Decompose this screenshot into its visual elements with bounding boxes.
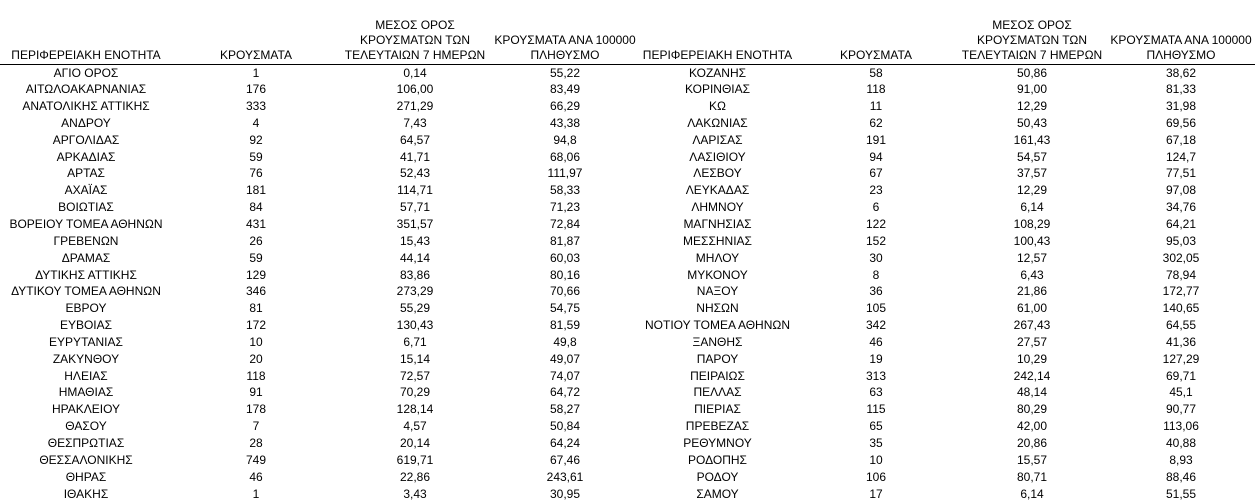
avg7-cell: 100,43: [1013, 233, 1051, 248]
avg7-cell: 3,43: [403, 486, 427, 501]
region-cell: ΡΕΘΥΜΝΟΥ: [683, 435, 752, 450]
table-row: [0, 300, 640, 317]
avg7-cell: 54,57: [1016, 149, 1048, 164]
table-row: [0, 317, 640, 334]
table-row: [0, 435, 640, 452]
per100k-cell: 71,23: [549, 200, 581, 215]
table-row: [640, 451, 1255, 468]
header-region: ΠΕΡΙΦΕΡΕΙΑΚΗ ΕΝΟΤΗΤΑ: [0, 0, 172, 64]
header-region: ΠΕΡΙΦΕΡΕΙΑΚΗ ΕΝΟΤΗΤΑ: [640, 0, 795, 64]
avg7-cell: 6,43: [1020, 267, 1044, 282]
region-cell: ΘΑΣΟΥ: [65, 419, 107, 434]
per100k-cell: 70,66: [549, 284, 581, 299]
region-cell: ΘΕΣΠΡΩΤΙΑΣ: [47, 435, 125, 450]
region-cell: ΝΗΣΩΝ: [696, 301, 739, 316]
avg7-cell: 6,71: [403, 334, 427, 349]
region-cell: ΝΑΞΟΥ: [696, 284, 739, 299]
header-row: [640, 0, 1255, 64]
per100k-cell: 78,94: [1165, 267, 1197, 282]
table-row: [0, 266, 640, 283]
cases-cell: 46: [249, 469, 263, 484]
cases-cell: 91: [249, 385, 263, 400]
table-row: [640, 485, 1255, 502]
cases-cell: 84: [249, 200, 263, 215]
avg7-cell: 52,43: [399, 166, 431, 181]
table-row: [0, 468, 640, 485]
cases-cell: 346: [245, 284, 267, 299]
per100k-cell: 40,88: [1165, 435, 1197, 450]
table-row: [640, 216, 1255, 233]
avg7-cell: 61,00: [1016, 301, 1048, 316]
per100k-cell: 49,07: [549, 351, 581, 366]
header-row: [0, 0, 640, 64]
region-cell: ΛΗΜΝΟΥ: [691, 200, 744, 215]
avg7-cell: 619,71: [396, 452, 434, 467]
per100k-cell: 67,18: [1165, 132, 1197, 147]
table-row: [640, 232, 1255, 249]
per100k-cell: 64,55: [1165, 318, 1197, 333]
region-cell: ΠΡΕΒΕΖΑΣ: [685, 419, 750, 434]
cases-cell: 118: [246, 368, 266, 383]
table-row: [0, 216, 640, 233]
per100k-cell: 31,98: [1165, 99, 1197, 114]
per100k-cell: 51,55: [1165, 486, 1197, 501]
per100k-cell: 113,06: [1163, 419, 1199, 434]
region-cell: ΠΙΕΡΙΑΣ: [694, 402, 741, 417]
region-cell: ΛΑΡΙΣΑΣ: [692, 132, 743, 147]
table-row: [0, 81, 640, 98]
per100k-cell: 60,03: [549, 250, 581, 265]
region-cell: ΚΩ: [709, 99, 726, 114]
table-row: [640, 401, 1255, 418]
region-cell: ΠΑΡΟΥ: [696, 351, 739, 366]
per100k-cell: 69,56: [1165, 115, 1197, 130]
cases-cell: 105: [865, 301, 887, 316]
table-row: [0, 64, 640, 81]
table-row: [640, 367, 1255, 384]
cases-cell: 749: [245, 452, 267, 467]
region-cell: ΕΥΒΟΙΑΣ: [59, 318, 113, 333]
cases-cell: 58: [869, 65, 883, 80]
per100k-cell: 69,71: [1165, 368, 1197, 383]
region-cell: ΓΡΕΒΕΝΩΝ: [53, 233, 119, 248]
avg7-cell: 128,14: [396, 402, 434, 417]
per100k-cell: 8,93: [1169, 452, 1193, 467]
cases-cell: 23: [869, 183, 883, 198]
region-cell: ΑΝΔΡΟΥ: [61, 115, 111, 130]
per100k-cell: 81,87: [549, 233, 581, 248]
cases-cell: 7: [252, 419, 260, 434]
region-cell: ΝΟΤΙΟΥ ΤΟΜΕΑ ΑΘΗΝΩΝ: [644, 318, 791, 333]
per100k-cell: 140,65: [1162, 301, 1200, 316]
avg7-cell: 4,57: [403, 419, 427, 434]
per100k-cell: 81,59: [549, 318, 581, 333]
avg7-cell: 64,57: [399, 132, 431, 147]
per100k-cell: 127,29: [1162, 351, 1200, 366]
region-cell: ΑΓΙΟ ΟΡΟΣ: [53, 65, 119, 80]
per100k-cell: 77,51: [1165, 166, 1197, 181]
avg7-cell: 80,71: [1016, 469, 1048, 484]
avg7-cell: 6,14: [1020, 486, 1044, 501]
cases-cell: 59: [249, 149, 263, 164]
cases-cell: 115: [866, 402, 886, 417]
avg7-cell: 48,14: [1016, 385, 1048, 400]
regions-table-right: [640, 0, 1255, 502]
cases-cell: 28: [249, 435, 263, 450]
region-cell: ΜΗΛΟΥ: [695, 250, 740, 265]
per100k-cell: 58,27: [549, 402, 581, 417]
avg7-cell: 55,29: [399, 301, 431, 316]
table-row: [0, 350, 640, 367]
table-row: [640, 64, 1255, 81]
header-cases: ΚΡΟΥΣΜΑΤΑ: [795, 0, 957, 64]
table-row: [640, 115, 1255, 132]
table-row: [640, 384, 1255, 401]
cases-cell: 63: [869, 385, 883, 400]
table-row: [640, 300, 1255, 317]
avg7-cell: 70,29: [399, 385, 431, 400]
region-cell: ΕΥΡΥΤΑΝΙΑΣ: [49, 334, 123, 349]
table-row: [640, 249, 1255, 266]
cases-cell: 178: [245, 402, 267, 417]
cases-cell: 81: [249, 301, 263, 316]
per100k-cell: 95,03: [1165, 233, 1197, 248]
per100k-cell: 90,77: [1165, 402, 1197, 417]
cases-cell: 122: [865, 217, 887, 232]
table-row: [0, 182, 640, 199]
per100k-cell: 30,95: [549, 486, 581, 501]
region-cell: ΑΡΤΑΣ: [67, 166, 105, 181]
avg7-cell: 10,29: [1016, 351, 1048, 366]
avg7-cell: 114,71: [397, 183, 433, 198]
avg7-cell: 15,14: [399, 351, 431, 366]
header-cases: ΚΡΟΥΣΜΑΤΑ: [172, 0, 340, 64]
avg7-cell: 130,43: [396, 318, 434, 333]
region-cell: ΒΟΡΕΙΟΥ ΤΟΜΕΑ ΑΘΗΝΩΝ: [9, 217, 163, 232]
region-cell: ΚΟΖΑΝΗΣ: [688, 65, 747, 80]
region-cell: ΠΕΙΡΑΙΩΣ: [690, 368, 745, 383]
avg7-cell: 161,43: [1013, 132, 1051, 147]
avg7-cell: 72,57: [399, 368, 431, 383]
cases-cell: 118: [866, 82, 886, 97]
region-cell: ΜΥΚΟΝΟΥ: [687, 267, 748, 282]
region-cell: ΡΟΔΟΠΗΣ: [688, 452, 747, 467]
per100k-cell: 88,46: [1165, 469, 1197, 484]
table-row: [640, 81, 1255, 98]
cases-cell: 46: [869, 334, 883, 349]
region-cell: ΛΑΚΩΝΙΑΣ: [687, 115, 748, 130]
per100k-cell: 243,61: [546, 469, 584, 484]
per100k-cell: 55,22: [549, 65, 581, 80]
avg7-cell: 12,29: [1016, 99, 1048, 114]
table-row: [0, 148, 640, 165]
region-cell: ΛΕΥΚΑΔΑΣ: [685, 183, 750, 198]
per100k-cell: 38,62: [1165, 65, 1197, 80]
table-row: [640, 131, 1255, 148]
per100k-cell: 64,21: [1165, 217, 1197, 232]
avg7-cell: 44,14: [399, 250, 431, 265]
region-cell: ΑΝΑΤΟΛΙΚΗΣ ΑΤΤΙΚΗΣ: [22, 99, 150, 114]
cases-cell: 106: [865, 469, 887, 484]
table-row: [0, 401, 640, 418]
region-cell: ΑΡΓΟΛΙΔΑΣ: [52, 132, 120, 147]
per100k-cell: 124,7: [1165, 149, 1197, 164]
region-cell: ΛΕΣΒΟΥ: [693, 166, 742, 181]
table-row: [640, 435, 1255, 452]
cases-cell: 10: [249, 334, 263, 349]
cases-cell: 129: [245, 267, 267, 282]
cases-cell: 6: [872, 200, 880, 215]
cases-cell: 176: [245, 82, 267, 97]
table-row: [0, 115, 640, 132]
region-cell: ΛΑΣΙΘΙΟΥ: [689, 149, 746, 164]
table-row: [0, 367, 640, 384]
per100k-cell: 83,49: [549, 82, 581, 97]
avg7-cell: 15,43: [399, 233, 431, 248]
table-row: [0, 165, 640, 182]
header-per100k: ΚΡΟΥΣΜΑΤΑ ΑΝΑ 100000 ΠΛΗΘΥΣΜΟ: [490, 0, 640, 64]
per100k-cell: 66,29: [549, 99, 581, 114]
avg7-cell: 27,57: [1016, 334, 1048, 349]
avg7-cell: 7,43: [403, 115, 427, 130]
table-row: [640, 148, 1255, 165]
per100k-cell: 97,08: [1165, 183, 1197, 198]
cases-cell: 10: [869, 452, 883, 467]
region-cell: ΘΕΣΣΑΛΟΝΙΚΗΣ: [39, 452, 133, 467]
table-row: [0, 232, 640, 249]
region-cell: ΠΕΛΛΑΣ: [693, 385, 742, 400]
cases-cell: 19: [869, 351, 883, 366]
table-row: [640, 165, 1255, 182]
per100k-cell: 64,72: [549, 385, 581, 400]
table-row: [640, 266, 1255, 283]
avg7-cell: 108,29: [1013, 217, 1051, 232]
per100k-cell: 58,33: [549, 183, 581, 198]
avg7-cell: 21,86: [1016, 284, 1048, 299]
avg7-cell: 50,43: [1016, 115, 1048, 130]
cases-cell: 333: [245, 99, 267, 114]
avg7-cell: 351,57: [396, 217, 434, 232]
region-cell: ΙΘΑΚΗΣ: [63, 486, 109, 501]
cases-cell: 65: [869, 419, 883, 434]
table-row: [0, 418, 640, 435]
avg7-cell: 42,00: [1016, 419, 1048, 434]
region-cell: ΔΥΤΙΚΗΣ ΑΤΤΙΚΗΣ: [35, 267, 137, 282]
header-per100k: ΚΡΟΥΣΜΑΤΑ ΑΝΑ 100000 ΠΛΗΘΥΣΜΟ: [1107, 0, 1255, 64]
per100k-cell: 45,1: [1169, 385, 1193, 400]
region-cell: ΕΒΡΟΥ: [65, 301, 107, 316]
avg7-cell: 0,14: [403, 65, 427, 80]
per100k-cell: 74,07: [549, 368, 581, 383]
table-row: [0, 199, 640, 216]
avg7-cell: 41,71: [399, 149, 431, 164]
region-cell: ΗΡΑΚΛΕΙΟΥ: [51, 402, 121, 417]
per100k-cell: 111,97: [547, 166, 583, 181]
region-cell: ΜΑΓΝΗΣΙΑΣ: [683, 217, 752, 232]
avg7-cell: 271,29: [396, 99, 434, 114]
per100k-cell: 81,33: [1165, 82, 1197, 97]
table-row: [640, 317, 1255, 334]
per100k-cell: 50,84: [549, 419, 581, 434]
per100k-cell: 94,8: [553, 132, 577, 147]
region-cell: ΣΑΜΟΥ: [696, 486, 739, 501]
table-row: [0, 283, 640, 300]
avg7-cell: 80,29: [1016, 402, 1048, 417]
cases-cell: 11: [869, 99, 883, 114]
table-row: [0, 485, 640, 502]
region-cell: ΖΑΚΥΝΘΟΥ: [52, 351, 120, 366]
cases-cell: 313: [865, 368, 887, 383]
cases-cell: 62: [869, 115, 883, 130]
table-row: [640, 350, 1255, 367]
cases-cell: 94: [869, 149, 883, 164]
per100k-cell: 172,77: [1162, 284, 1200, 299]
avg7-cell: 22,86: [399, 469, 431, 484]
table-row: [0, 334, 640, 351]
avg7-cell: 20,86: [1016, 435, 1048, 450]
cases-cell: 4: [252, 115, 260, 130]
avg7-cell: 12,29: [1016, 183, 1048, 198]
avg7-cell: 6,14: [1020, 200, 1044, 215]
region-cell: ΔΡΑΜΑΣ: [61, 250, 111, 265]
cases-cell: 152: [865, 233, 887, 248]
cases-cell: 1: [252, 486, 260, 501]
per100k-cell: 49,8: [553, 334, 577, 349]
per100k-cell: 72,84: [549, 217, 581, 232]
avg7-cell: 273,29: [396, 284, 434, 299]
region-cell: ΑΡΚΑΔΙΑΣ: [56, 149, 116, 164]
cases-cell: 172: [245, 318, 267, 333]
table-row: [0, 451, 640, 468]
region-cell: ΗΛΕΙΑΣ: [64, 368, 108, 383]
per100k-cell: 41,36: [1165, 334, 1197, 349]
table-row: [0, 131, 640, 148]
avg7-cell: 20,14: [399, 435, 431, 450]
table-row: [640, 182, 1255, 199]
avg7-cell: 242,14: [1013, 368, 1051, 383]
avg7-cell: 12,57: [1016, 250, 1048, 265]
per100k-cell: 302,05: [1162, 250, 1200, 265]
cases-cell: 26: [249, 233, 263, 248]
table-row: [640, 468, 1255, 485]
region-cell: ΚΟΡΙΝΘΙΑΣ: [684, 82, 751, 97]
table-row: [640, 199, 1255, 216]
per100k-cell: 54,75: [549, 301, 581, 316]
cases-cell: 30: [869, 250, 883, 265]
cases-cell: 431: [245, 217, 267, 232]
table-row: [640, 98, 1255, 115]
cases-cell: 67: [869, 166, 883, 181]
cases-cell: 181: [245, 183, 267, 198]
per100k-cell: 80,16: [549, 267, 581, 282]
avg7-cell: 57,71: [399, 200, 431, 215]
region-cell: ΞΑΝΘΗΣ: [692, 334, 743, 349]
cases-cell: 17: [869, 486, 883, 501]
cases-cell: 191: [865, 132, 887, 147]
table-row: [640, 334, 1255, 351]
header-avg7: ΜΕΣΟΣ ΟΡΟΣ ΚΡΟΥΣΜΑΤΩΝ ΤΩΝ ΤΕΛΕΥΤΑΙΩΝ 7 ΗΜΕΡΩΝ: [340, 0, 490, 64]
table-row: [0, 384, 640, 401]
avg7-cell: 83,86: [399, 267, 431, 282]
avg7-cell: 106,00: [396, 82, 434, 97]
region-cell: ΗΜΑΘΙΑΣ: [58, 385, 114, 400]
avg7-cell: 50,86: [1016, 65, 1048, 80]
header-avg7: ΜΕΣΟΣ ΟΡΟΣ ΚΡΟΥΣΜΑΤΩΝ ΤΩΝ ΤΕΛΕΥΤΑΙΩΝ 7 ΗΜΕΡΩΝ: [957, 0, 1107, 64]
table-row: [640, 283, 1255, 300]
table-row: [0, 249, 640, 266]
region-cell: ΒΟΙΩΤΙΑΣ: [58, 200, 114, 215]
cases-cell: 1: [252, 65, 260, 80]
avg7-cell: 37,57: [1016, 166, 1048, 181]
cases-cell: 59: [249, 250, 263, 265]
cases-cell: 35: [869, 435, 883, 450]
table-body-left: [0, 64, 640, 502]
avg7-cell: 15,57: [1016, 452, 1048, 467]
table-body-right: [640, 64, 1255, 502]
region-cell: ΘΗΡΑΣ: [65, 469, 107, 484]
cases-cell: 92: [249, 132, 263, 147]
cases-cell: 342: [865, 318, 887, 333]
region-cell: ΜΕΣΣΗΝΙΑΣ: [683, 233, 752, 248]
region-cell: ΔΥΤΙΚΟΥ ΤΟΜΕΑ ΑΘΗΝΩΝ: [11, 284, 161, 299]
cases-cell: 76: [249, 166, 263, 181]
cases-cell: 8: [872, 267, 880, 282]
avg7-cell: 91,00: [1016, 82, 1048, 97]
table-row: [0, 98, 640, 115]
region-cell: ΡΟΔΟΥ: [696, 469, 739, 484]
per100k-cell: 43,38: [549, 115, 581, 130]
table-row: [640, 418, 1255, 435]
avg7-cell: 267,43: [1013, 318, 1051, 333]
region-cell: ΑΧΑΪΑΣ: [64, 183, 108, 198]
per100k-cell: 64,24: [549, 435, 581, 450]
cases-cell: 20: [249, 351, 263, 366]
cases-cell: 36: [869, 284, 883, 299]
per100k-cell: 68,06: [549, 149, 581, 164]
per100k-cell: 34,76: [1165, 200, 1197, 215]
region-cell: ΑΙΤΩΛΟΑΚΑΡΝΑΝΙΑΣ: [25, 82, 147, 97]
per100k-cell: 67,46: [549, 452, 581, 467]
